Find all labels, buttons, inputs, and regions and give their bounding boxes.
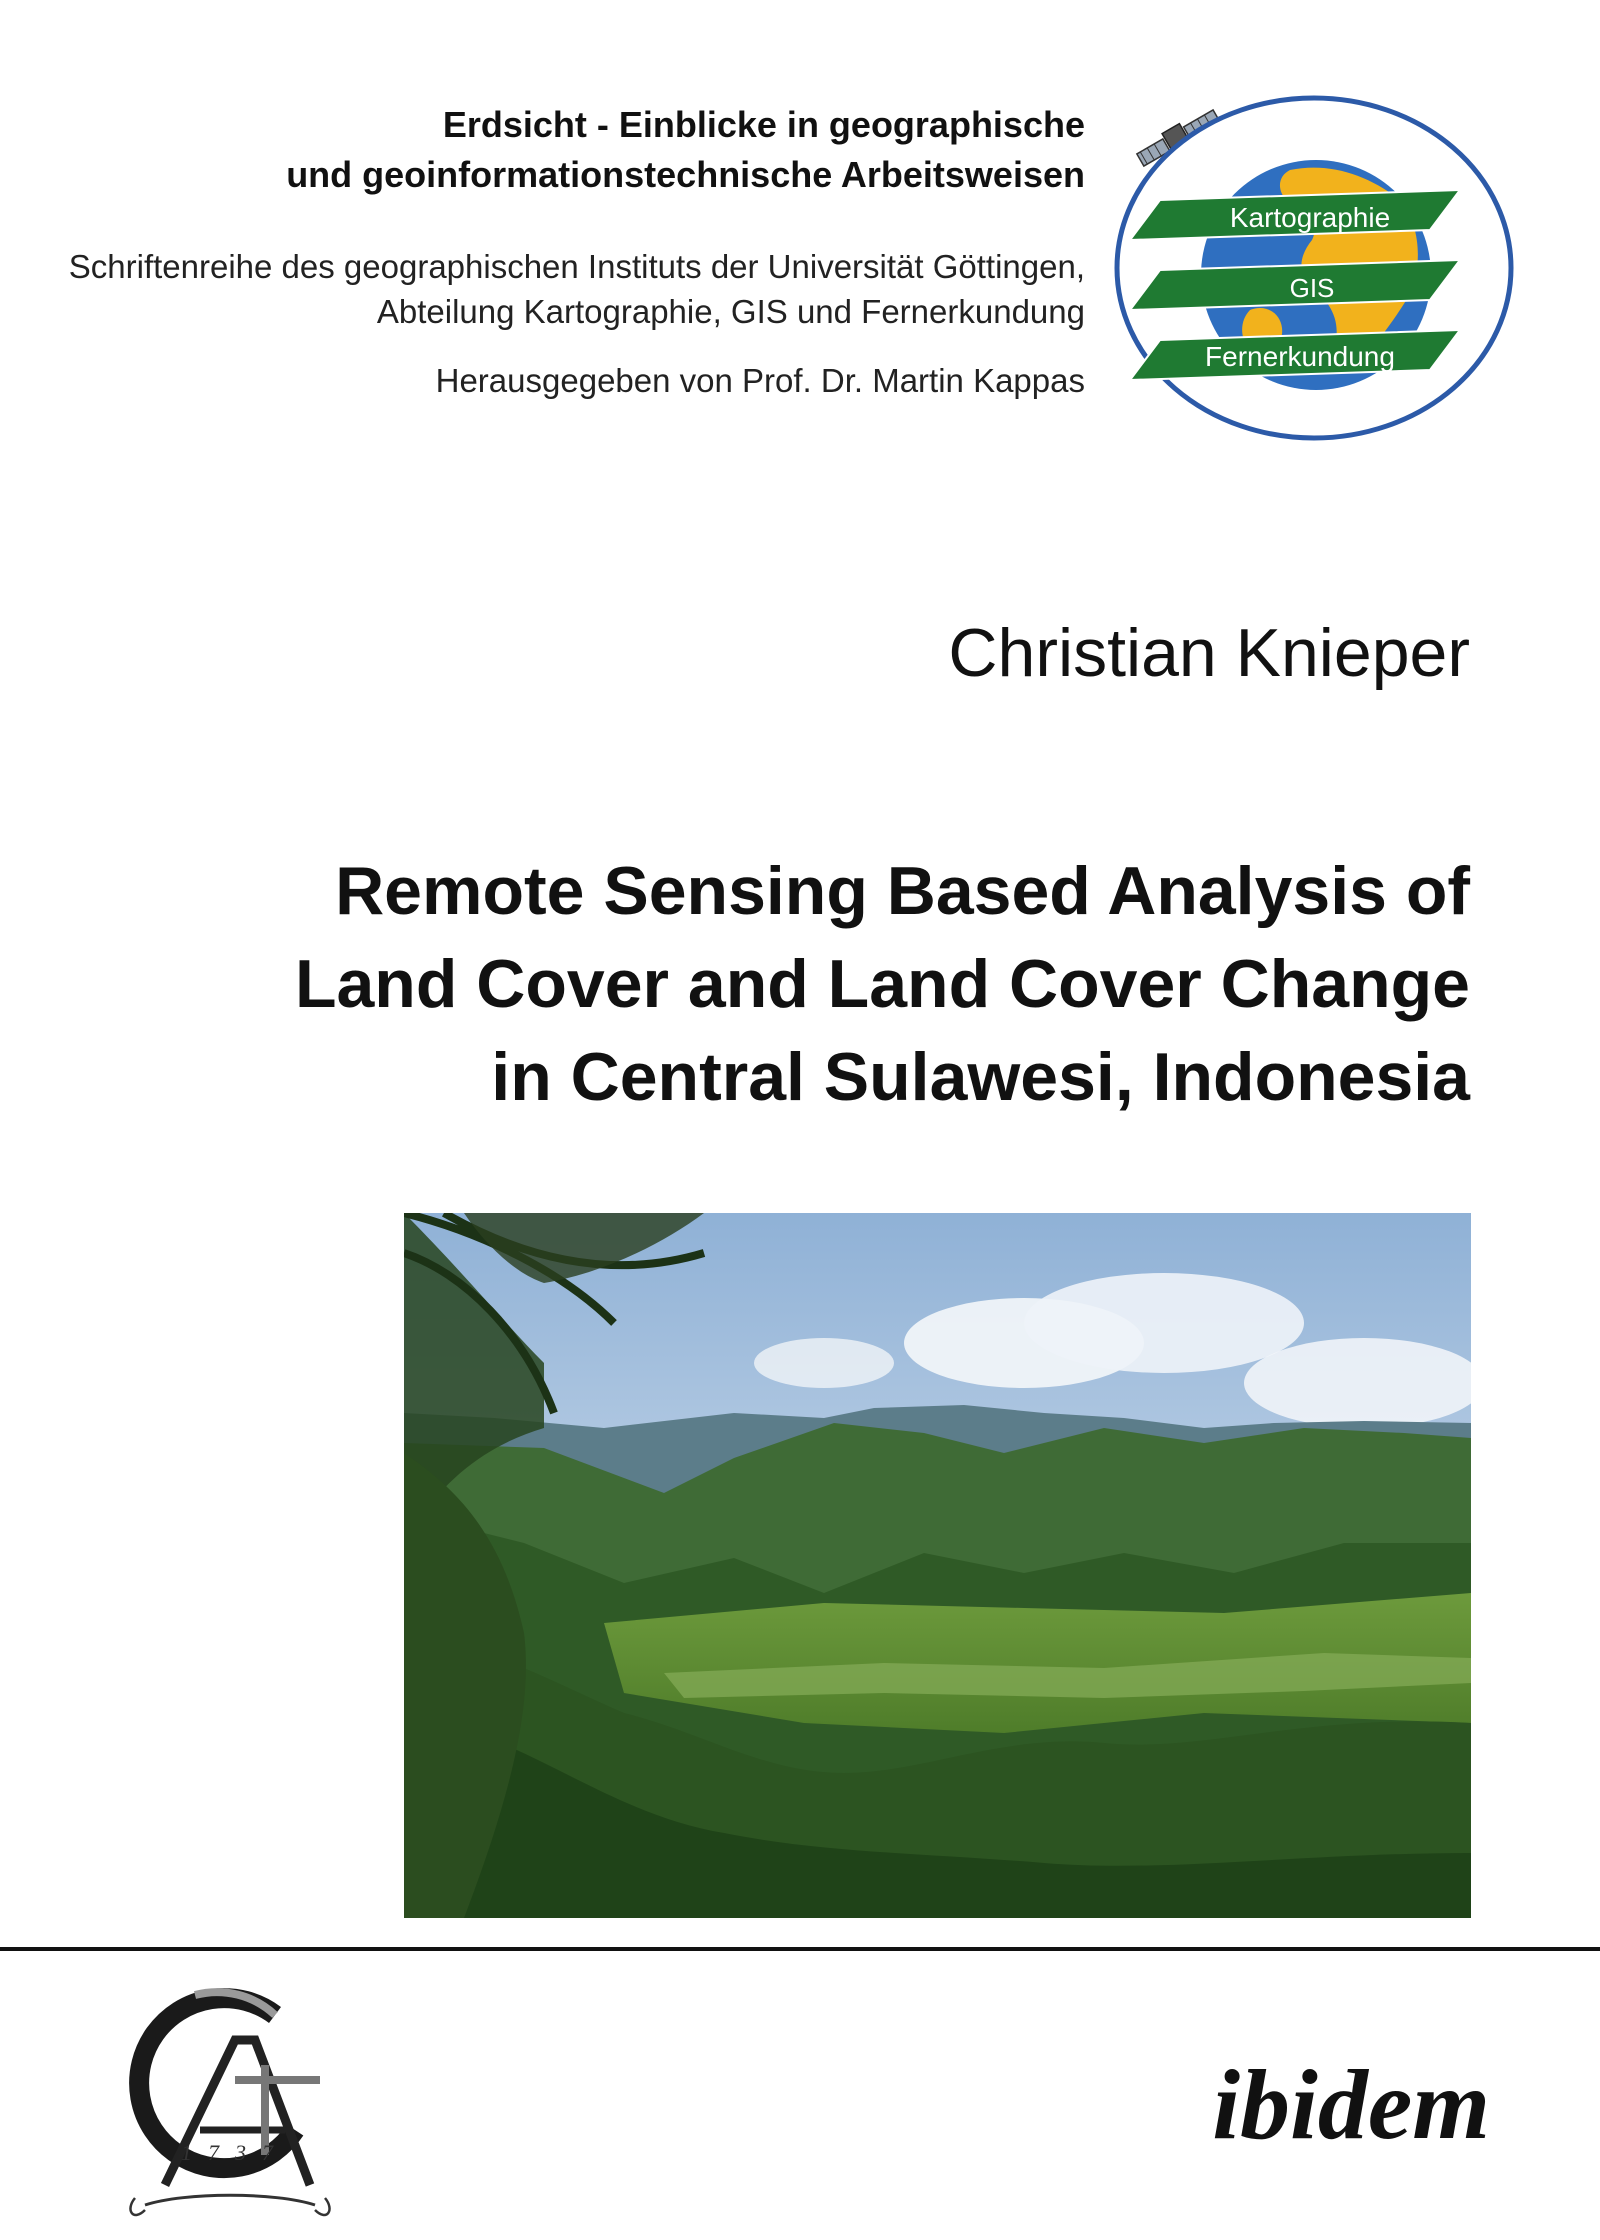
series-title-line-1: Erdsicht - Einblicke in geographische: [442, 104, 1085, 145]
book-title-line-2: Land Cover and Land Cover Change: [294, 946, 1470, 1022]
series-subtitle-line-2: Abteilung Kartographie, GIS und Fernerkundung: [376, 293, 1085, 330]
series-logo: [1100, 90, 1520, 450]
divider-rule: [0, 1947, 1600, 1951]
book-title-line-3: in Central Sulawesi, Indonesia: [491, 1039, 1470, 1115]
cover-photo: [404, 1213, 1471, 1918]
book-title-line-1: Remote Sensing Based Analysis of: [335, 853, 1470, 929]
publisher-logo: ibidem: [1212, 2049, 1490, 2160]
series-subtitle: [60, 244, 1085, 334]
logo-band-top-label: Kartographie: [1229, 202, 1391, 233]
logo-band-middle-label: GIS: [1289, 273, 1335, 303]
series-title: [120, 100, 1085, 200]
series-subtitle-line-1: Schriftenreihe des geographischen Instituts der Universität Göttingen,: [68, 248, 1085, 285]
series-title-line-2: und geoinformationstechnische Arbeitsweisen: [286, 154, 1085, 195]
series-editor: Herausgegeben von Prof. Dr. Martin Kappas: [435, 362, 1085, 399]
landscape-photo-image: [404, 1213, 1471, 1918]
author-name: Christian Knieper: [948, 615, 1470, 691]
university-founding-year: 1737: [181, 2140, 289, 2165]
university-logo: [105, 1960, 355, 2240]
book-title: [100, 845, 1470, 1124]
logo-band-bottom-label: Fernerkundung: [1205, 341, 1395, 372]
